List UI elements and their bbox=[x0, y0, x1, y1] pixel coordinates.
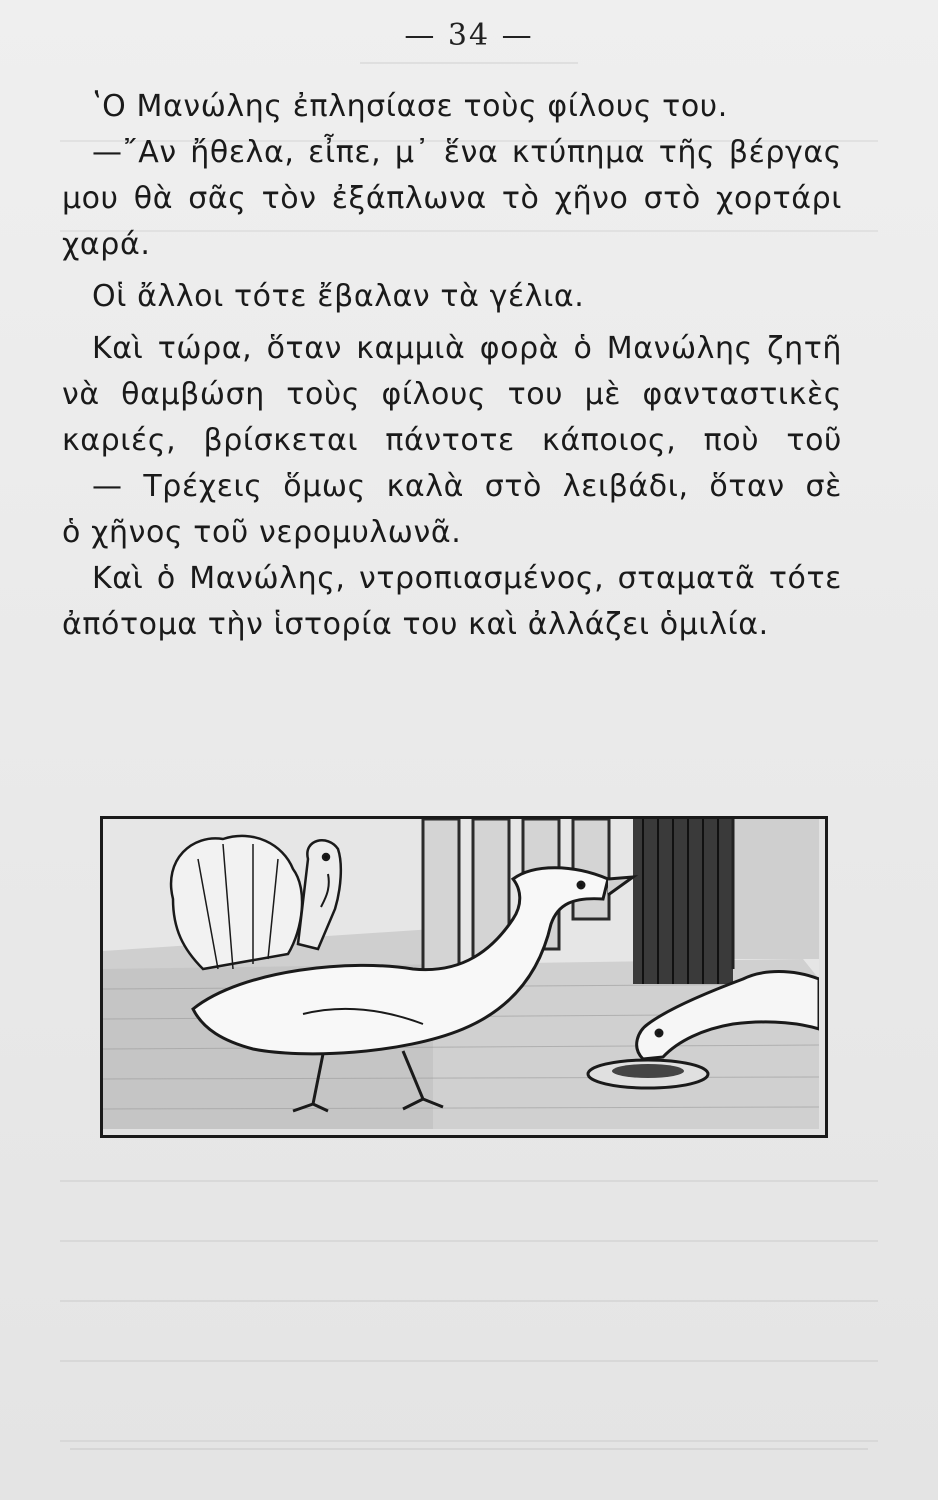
text-line: νὰ θαμβώση τοὺς φίλους του μὲ φανταστικὲς bbox=[62, 377, 842, 412]
turkey-drawing bbox=[171, 836, 341, 969]
show-through-mark bbox=[360, 62, 578, 78]
text-line: ʽΟ Μανώλης ἐπλησίασε τοὺς φίλους του. bbox=[92, 89, 728, 124]
text-line: —῎Αν ἤθελα, εἶπε, μ᾽ ἕνα κτύπημα τῆς βέργας bbox=[92, 135, 842, 170]
text-line: χαρά. bbox=[62, 227, 151, 262]
show-through-mark bbox=[60, 1240, 878, 1242]
text-line: ὁ χῆνος τοῦ νερομυλωνᾶ. bbox=[62, 515, 462, 550]
illustration-geese-and-turkey bbox=[100, 816, 828, 1138]
text-line: μου θὰ σᾶς τὸν ἐξάπλωνα τὸ χῆνο στὸ χορτάρι bbox=[62, 181, 842, 216]
show-through-mark bbox=[60, 1360, 878, 1362]
text-line: καριές, βρίσκεται πάντοτε κάποιος, ποὺ τοῦ bbox=[62, 423, 842, 458]
show-through-footer bbox=[70, 1448, 868, 1450]
text-line: ἀπότομα τὴν ἱστορία του καὶ ἀλλάζει ὁμιλία. bbox=[62, 607, 769, 642]
text-line: — Τρέχεις ὅμως καλὰ στὸ λειβάδι, ὅταν σὲ bbox=[92, 469, 842, 504]
body-text bbox=[62, 84, 842, 648]
text-line: Οἱ ἄλλοι τότε ἔβαλαν τὰ γέλια. bbox=[92, 279, 585, 314]
show-through-mark bbox=[60, 1180, 878, 1182]
page-number: — 34 — bbox=[404, 18, 534, 53]
text-line: Καὶ ὁ Μανώλης, ντροπιασμένος, σταματᾶ τότε bbox=[92, 561, 842, 596]
show-through-mark bbox=[60, 1300, 878, 1302]
show-through-mark bbox=[60, 1440, 878, 1442]
text-line: Καὶ τώρα, ὅταν καμμιὰ φορὰ ὁ Μανώλης ζητῆ bbox=[92, 331, 842, 366]
